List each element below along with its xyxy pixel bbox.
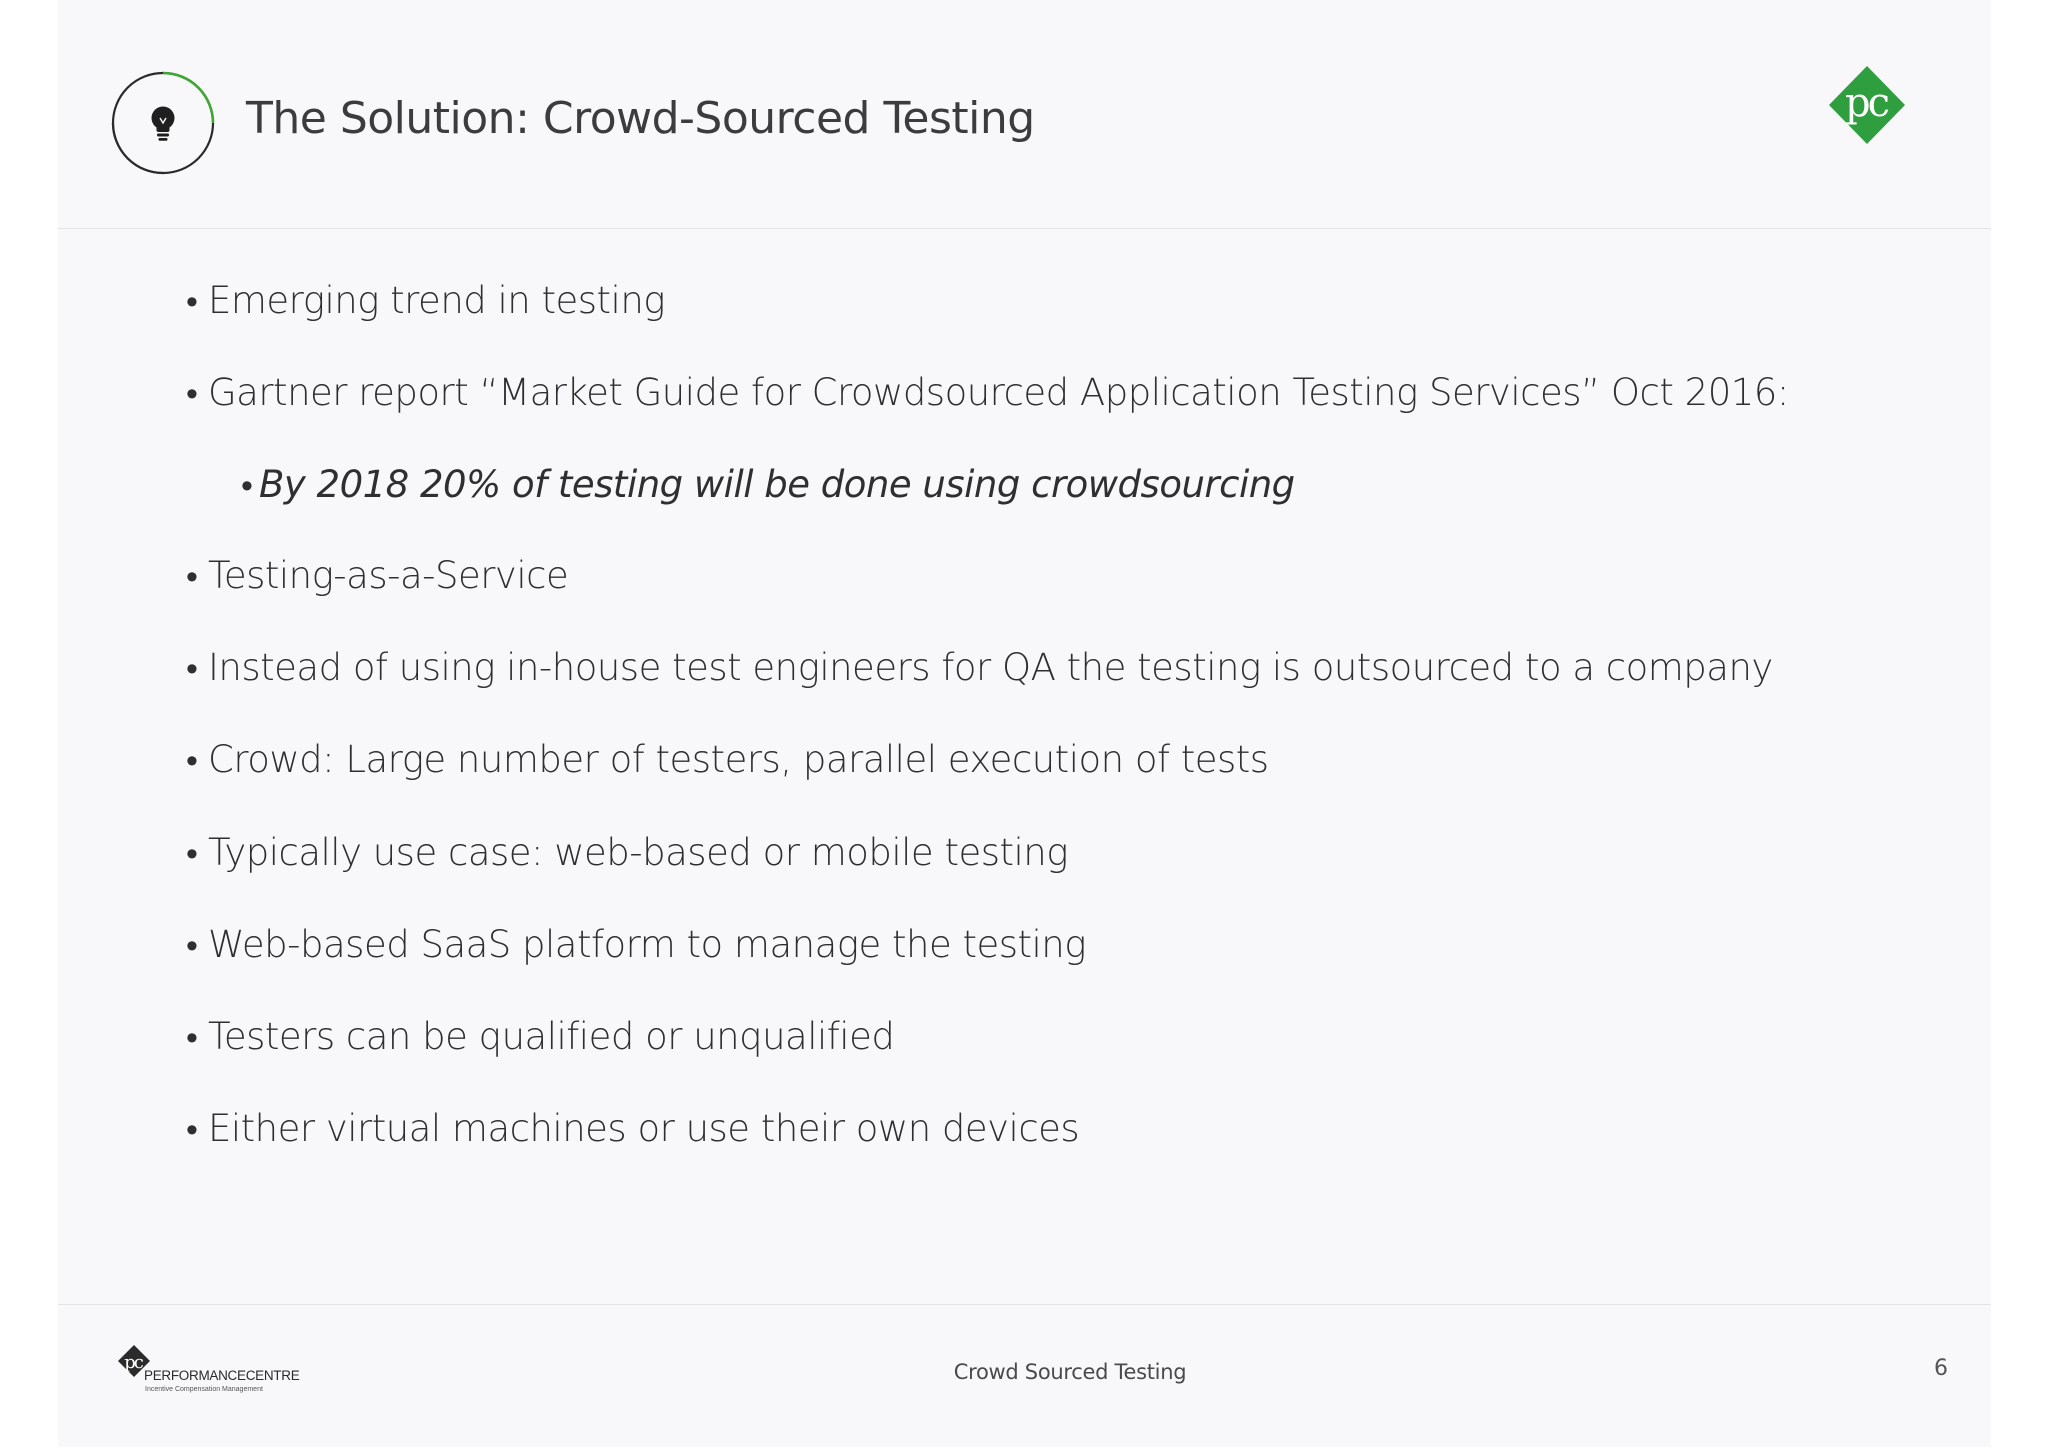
bullet-item [186, 638, 1773, 698]
bullet-marker: • [186, 649, 198, 689]
footer-logo-name: PERFORMANCECENTRE [144, 1368, 300, 1383]
bullet-marker: • [186, 1110, 198, 1150]
bullet-text: Crowd: Large number of testers, parallel execution of tests [208, 738, 1269, 781]
sub-bullet-item [241, 455, 1295, 515]
slide-title: The Solution: Crowd-Sourced Testing [246, 93, 1035, 144]
bullet-item [186, 730, 1269, 790]
bullet-marker: • [186, 1018, 198, 1058]
bullet-item [186, 271, 665, 331]
bullet-marker: • [186, 926, 198, 966]
corner-logo-text: pc [1844, 80, 1888, 126]
bullet-item [186, 915, 1086, 975]
pc-diamond-logo [1829, 66, 1905, 144]
bullet-text: Instead of using in-house test engineers for QA the testing is outsourced to a company [208, 646, 1773, 689]
bullet-text: Testing-as-a-Service [208, 554, 569, 597]
performancecentre-logo [116, 1343, 306, 1399]
bullet-item [186, 546, 568, 606]
slide-header [58, 0, 1991, 229]
bullet-item [186, 363, 1789, 423]
bullet-marker: • [186, 834, 198, 874]
bullet-marker: • [186, 282, 198, 322]
footer-logo-mark: pc [124, 1352, 142, 1373]
lightbulb-icon [111, 71, 215, 175]
footer-title: Crowd Sourced Testing [953, 1360, 1187, 1384]
bullet-text: Web-based SaaS platform to manage the testing [208, 923, 1086, 966]
bullet-text: Typically use case: web-based or mobile testing [208, 831, 1068, 874]
slide [58, 0, 1991, 1447]
bullet-marker: • [186, 741, 198, 781]
bullet-text: By 2018 20% of testing will be done using crowdsourcing [259, 463, 1295, 506]
bullet-marker: • [241, 466, 253, 506]
bullet-text: Gartner report “Market Guide for Crowdsourced Application Testing Services” Oct 2016: [208, 371, 1789, 414]
bullet-text: Emerging trend in testing [208, 279, 665, 322]
bullet-text: Testers can be qualified or unqualified [208, 1015, 895, 1058]
bullet-item [186, 823, 1068, 883]
bullet-text: Either virtual machines or use their own devices [208, 1107, 1080, 1150]
page-number: 6 [1934, 1356, 1948, 1381]
footer-logo-tagline: Incentive Compensation Management [145, 1386, 263, 1393]
bullet-marker: • [186, 374, 198, 414]
bullet-marker: • [186, 557, 198, 597]
bullet-item [186, 1007, 894, 1067]
bullet-item [186, 1099, 1079, 1159]
slide-footer [58, 1304, 1991, 1448]
